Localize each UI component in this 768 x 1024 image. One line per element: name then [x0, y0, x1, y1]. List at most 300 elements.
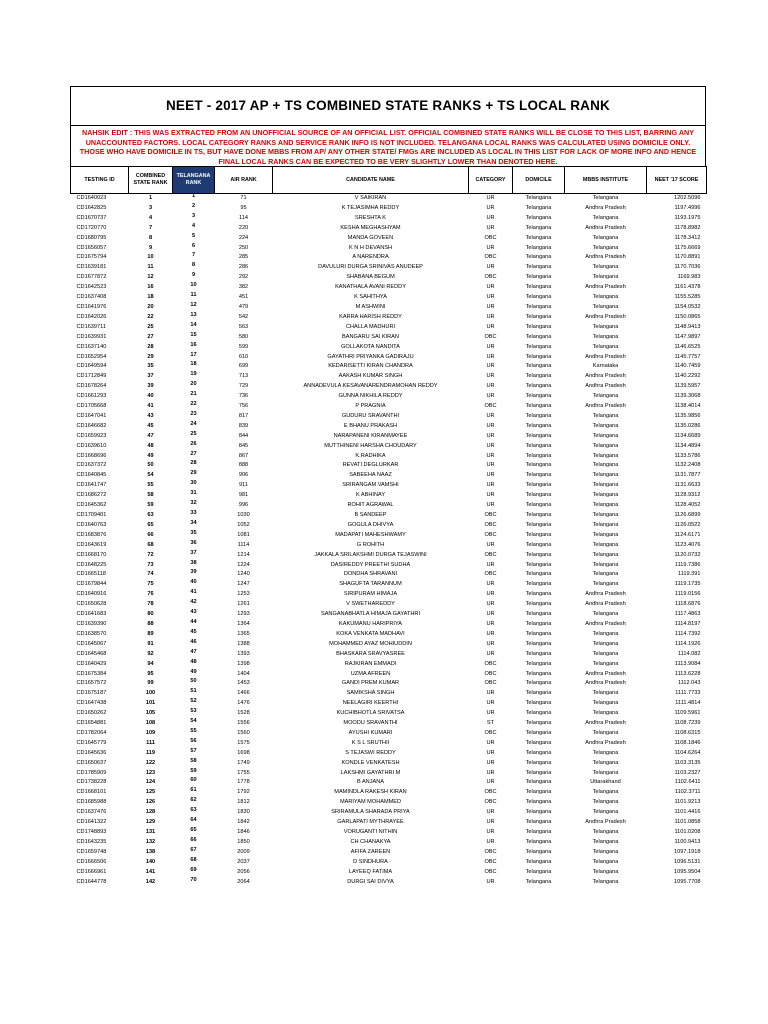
cell-testing-id: CD1652954	[76, 353, 107, 360]
cell-candidate-name: SIRIPURAM HIMAJA	[343, 591, 398, 598]
cell-combined-state-rank: 3	[148, 204, 153, 211]
cell-combined-state-rank: 27	[147, 333, 154, 340]
cell-neet-score: 1112.043	[678, 680, 701, 687]
cell-telangana-rank: 38	[190, 559, 197, 566]
cell-neet-score: 1101.9213	[674, 799, 701, 806]
cell-candidate-name: SANGANABHATLA HIMAJA GAYATHRI	[320, 611, 421, 618]
cell-air-rank: 736	[238, 393, 249, 400]
cell-air-rank: 1052	[237, 521, 250, 528]
cell-category: UR	[486, 829, 495, 835]
cell-telangana-rank: 68	[190, 856, 197, 863]
cell-air-rank: 1365	[237, 630, 250, 637]
cell-domicile: Telangana	[525, 333, 552, 340]
cell-telangana-rank: 45	[190, 628, 197, 635]
cell-telangana-rank: 16	[190, 341, 197, 348]
cell-air-rank: 1830	[237, 809, 250, 816]
cell-candidate-name: GUDURU SRAVANTHI	[341, 412, 400, 419]
cell-testing-id: CD1637140	[76, 343, 107, 350]
table-row	[71, 501, 707, 511]
cell-candidate-name: S TEJASWI REDDY	[345, 749, 396, 756]
table-row	[71, 402, 707, 412]
cell-domicile: Telangana	[525, 640, 552, 647]
cell-air-rank: 1846	[237, 829, 250, 835]
cell-telangana-rank: 44	[190, 618, 197, 625]
cell-telangana-rank: 65	[190, 827, 197, 833]
table-row	[71, 471, 707, 481]
cell-neet-score: 1134.4894	[674, 442, 701, 449]
cell-category: UR	[486, 244, 495, 251]
cell-mbbs-institute: Telangana	[592, 690, 619, 697]
table-row	[71, 263, 707, 273]
cell-domicile: Telangana	[525, 779, 552, 786]
cell-combined-state-rank: 128	[145, 809, 156, 816]
cell-telangana-rank: 1	[191, 193, 196, 199]
cell-domicile: Telangana	[525, 313, 552, 320]
cell-telangana-rank: 67	[190, 846, 197, 853]
cell-neet-score: 1131.7877	[674, 472, 701, 479]
cell-mbbs-institute: Telangana	[592, 412, 619, 419]
table-row	[71, 709, 707, 719]
cell-testing-id: CD1645468	[76, 650, 107, 657]
cell-domicile: Telangana	[525, 561, 552, 568]
cell-telangana-rank: 14	[190, 321, 197, 328]
cell-candidate-name: SRIRANGAM VAMSHI	[342, 482, 399, 489]
cell-combined-state-rank: 125	[145, 789, 156, 796]
cell-mbbs-institute: Telangana	[592, 234, 619, 241]
cell-air-rank: 285	[238, 254, 249, 261]
cell-air-rank: 1476	[237, 700, 250, 707]
cell-candidate-name: MAMINDLA RAKESH KIRAN	[334, 789, 407, 796]
cell-combined-state-rank: 94	[147, 660, 154, 667]
cell-domicile: Telangana	[525, 611, 552, 618]
cell-candidate-name: K TEJASIMHA REDDY	[341, 204, 400, 211]
cell-combined-state-rank: 101	[145, 700, 156, 707]
cell-candidate-name: VORUGANTI NITHIN	[343, 829, 398, 835]
cell-telangana-rank: 34	[190, 519, 197, 526]
column-header-mbbs-institute: MBBS INSTITUTE	[565, 167, 647, 194]
cell-domicile: Telangana	[525, 789, 552, 796]
cell-category: UR	[486, 462, 495, 469]
cell-category: UR	[486, 561, 495, 568]
cell-neet-score: 1155.5285	[674, 294, 701, 301]
cell-mbbs-institute: Telangana	[592, 660, 619, 667]
cell-neet-score: 1139.3068	[674, 393, 701, 400]
cell-neet-score: 1114.8197	[674, 620, 701, 627]
cell-combined-state-rank: 41	[147, 403, 154, 410]
cell-domicile: Telangana	[525, 403, 552, 410]
cell-domicile: Telangana	[525, 482, 552, 489]
cell-air-rank: 1261	[237, 601, 250, 608]
cell-telangana-rank: 61	[190, 787, 197, 794]
cell-combined-state-rank: 63	[147, 512, 154, 518]
cell-air-rank: 844	[238, 432, 249, 439]
cell-domicile: Telangana	[525, 422, 552, 429]
cell-mbbs-institute: Telangana	[592, 848, 619, 855]
cell-candidate-name: B ANJANA	[356, 779, 385, 786]
cell-testing-id: CD1640845	[76, 472, 107, 479]
cell-testing-id: CD1640763	[76, 521, 107, 528]
table-row	[71, 214, 707, 224]
header-row	[71, 167, 707, 194]
cell-candidate-name: K ABHINAY	[355, 492, 386, 499]
cell-combined-state-rank: 4	[148, 214, 153, 221]
cell-telangana-rank: 3	[191, 212, 196, 219]
cell-testing-id: CD1668696	[76, 452, 107, 459]
cell-mbbs-institute: Telangana	[592, 640, 619, 647]
cell-testing-id: CD1675384	[76, 670, 107, 677]
table-row	[71, 333, 707, 343]
cell-combined-state-rank: 50	[147, 462, 154, 469]
cell-mbbs-institute: Telangana	[592, 462, 619, 469]
cell-neet-score: 1139.5957	[674, 383, 701, 390]
table-row	[71, 511, 707, 521]
table-row	[71, 521, 707, 531]
cell-candidate-name: KEDARISETTI KIRAN CHANDRA	[328, 363, 413, 370]
cell-neet-score: 1108.6315	[674, 729, 701, 736]
cell-mbbs-institute: Telangana	[592, 521, 619, 528]
cell-telangana-rank: 25	[190, 430, 197, 437]
cell-category: OBC	[484, 729, 497, 736]
cell-category: OBC	[484, 789, 497, 796]
cell-domicile: Telangana	[525, 244, 552, 251]
cell-combined-state-rank: 35	[147, 363, 154, 370]
cell-mbbs-institute: Telangana	[592, 799, 619, 806]
cell-category: OBC	[484, 868, 497, 875]
cell-combined-state-rank: 78	[147, 601, 154, 608]
table-row	[71, 828, 707, 838]
cell-air-rank: 2037	[237, 858, 250, 865]
cell-testing-id: CD1645779	[76, 739, 107, 746]
cell-candidate-name: KAKUMANU HARIPRIYA	[339, 620, 402, 627]
cell-combined-state-rank: 73	[147, 561, 154, 568]
cell-telangana-rank: 59	[190, 767, 197, 774]
cell-neet-score: 1140.7459	[674, 363, 701, 370]
cell-combined-state-rank: 58	[147, 492, 154, 499]
cell-category: UR	[486, 809, 495, 816]
cell-category: UR	[486, 204, 495, 211]
cell-neet-score: 1119.0156	[674, 591, 701, 598]
cell-neet-score: 1132.2408	[674, 462, 701, 469]
cell-candidate-name: KANATHALA AVANI REDDY	[335, 284, 406, 291]
cell-combined-state-rank: 18	[147, 294, 154, 301]
column-header-category: CATEGORY	[469, 167, 513, 194]
cell-candidate-name: MARIYAM MOHAMMED	[339, 799, 402, 806]
cell-mbbs-institute: Andhra Pradesh	[585, 739, 626, 746]
cell-domicile: Telangana	[525, 264, 552, 271]
cell-neet-score: 1119.391	[678, 571, 701, 578]
cell-mbbs-institute: Telangana	[592, 858, 619, 865]
cell-combined-state-rank: 119	[145, 749, 156, 756]
cell-domicile: Telangana	[525, 581, 552, 588]
cell-air-rank: 2064	[237, 878, 250, 885]
cell-mbbs-institute: Telangana	[592, 323, 619, 330]
cell-candidate-name: SRIRAMULA SHARADA PRIYA	[331, 809, 410, 816]
cell-telangana-rank: 33	[190, 510, 197, 516]
cell-testing-id: CD1650637	[76, 759, 107, 766]
cell-neet-score: 1103.2327	[674, 769, 701, 776]
cell-combined-state-rank: 142	[145, 878, 156, 885]
cell-air-rank: 451	[238, 294, 249, 301]
table-row	[71, 343, 707, 353]
cell-mbbs-institute: Telangana	[592, 432, 619, 439]
cell-telangana-rank: 28	[190, 460, 197, 467]
cell-candidate-name: RAJKIRAN EMMADI	[344, 660, 397, 667]
cell-testing-id: CD1675794	[76, 254, 107, 261]
cell-air-rank: 1850	[237, 838, 250, 845]
cell-testing-id: CD1686272	[76, 492, 107, 499]
cell-domicile: Telangana	[525, 452, 552, 459]
cell-telangana-rank: 57	[190, 747, 197, 754]
cell-combined-state-rank: 40	[147, 393, 154, 400]
cell-testing-id: CD1637476	[76, 809, 107, 816]
cell-candidate-name: LAYEEQ FATIMA	[348, 868, 393, 875]
cell-candidate-name: SHAGUFTA TARANNUM	[339, 581, 402, 588]
cell-mbbs-institute: Telangana	[592, 581, 619, 588]
cell-domicile: Telangana	[525, 601, 552, 608]
cell-mbbs-institute: Telangana	[592, 759, 619, 766]
cell-combined-state-rank: 12	[147, 274, 154, 281]
cell-testing-id: CD1670737	[76, 214, 107, 221]
cell-testing-id: CD1643235	[76, 838, 107, 845]
cell-combined-state-rank: 109	[145, 729, 156, 736]
table-row	[71, 590, 707, 600]
cell-air-rank: 699	[238, 363, 249, 370]
cell-telangana-rank: 70	[190, 876, 197, 883]
cell-telangana-rank: 47	[190, 648, 197, 655]
cell-telangana-rank: 42	[190, 599, 197, 606]
cell-combined-state-rank: 9	[148, 244, 153, 251]
cell-category: UR	[486, 710, 495, 717]
cell-mbbs-institute: Telangana	[592, 809, 619, 816]
cell-category: UR	[486, 383, 495, 390]
cell-mbbs-institute: Telangana	[592, 502, 619, 509]
cell-category: OBC	[484, 333, 497, 340]
cell-domicile: Telangana	[525, 284, 552, 291]
cell-domicile: Telangana	[525, 412, 552, 419]
cell-combined-state-rank: 80	[147, 611, 154, 618]
cell-telangana-rank: 13	[190, 311, 197, 318]
cell-candidate-name: BANGARU SAI KIRAN	[342, 333, 399, 340]
cell-neet-score: 1101.0208	[674, 829, 701, 835]
cell-air-rank: 888	[238, 462, 249, 469]
cell-candidate-name: GOGULA DHIVYA	[347, 521, 394, 528]
cell-candidate-name: E BHANU PRAKASH	[343, 422, 398, 429]
cell-air-rank: 839	[238, 422, 249, 429]
cell-mbbs-institute: Telangana	[592, 343, 619, 350]
cell-domicile: Telangana	[525, 204, 552, 211]
cell-neet-score: 1131.6633	[674, 482, 701, 489]
cell-domicile: Telangana	[525, 749, 552, 756]
cell-combined-state-rank: 141	[145, 868, 156, 875]
cell-candidate-name: M ASHWINI	[355, 303, 386, 310]
cell-category: UR	[486, 373, 495, 380]
table-row	[71, 541, 707, 551]
cell-category: UR	[486, 452, 495, 459]
cell-domicile: Telangana	[525, 759, 552, 766]
table-row	[71, 759, 707, 769]
cell-neet-score: 1119.1735	[674, 581, 701, 588]
cell-category: UR	[486, 611, 495, 618]
cell-neet-score: 1111.4814	[675, 700, 701, 707]
cell-mbbs-institute: Andhra Pradesh	[585, 383, 626, 390]
cell-testing-id: CD1639711	[76, 323, 106, 330]
table-row	[71, 353, 707, 363]
cell-neet-score: 1140.2292	[674, 373, 701, 380]
cell-combined-state-rank: 88	[147, 620, 154, 627]
cell-domicile: Telangana	[525, 323, 552, 330]
table-row	[71, 818, 707, 828]
cell-neet-score: 1113.6228	[674, 670, 701, 677]
cell-neet-score: 1128.9312	[674, 492, 701, 499]
table-row	[71, 788, 707, 798]
cell-testing-id: CD1649594	[76, 363, 107, 370]
cell-domicile: Telangana	[525, 363, 552, 370]
cell-neet-score: 1119.7386	[674, 561, 701, 568]
cell-testing-id: CD1720770	[76, 224, 107, 231]
table-row	[71, 660, 707, 670]
cell-category: UR	[486, 700, 495, 707]
cell-combined-state-rank: 65	[147, 521, 154, 528]
cell-category: UR	[486, 492, 495, 499]
cell-testing-id: CD1668170	[76, 551, 107, 558]
cell-testing-id: CD1656057	[76, 244, 107, 251]
cell-neet-score: 1150.0865	[674, 313, 701, 320]
cell-testing-id: CD1643619	[76, 541, 107, 548]
cell-category: UR	[486, 502, 495, 509]
cell-category: OBC	[484, 551, 497, 558]
cell-testing-id: CD1666961	[76, 868, 107, 875]
cell-air-rank: 729	[238, 383, 249, 390]
table-row	[71, 442, 707, 452]
cell-candidate-name: UZMA AFREEN	[350, 670, 391, 677]
cell-combined-state-rank: 140	[145, 858, 156, 865]
cell-mbbs-institute: Telangana	[592, 551, 619, 558]
editor-note: NAHSIK EDIT : THIS WAS EXTRACTED FROM AN UNOFFICIAL SOURCE OF AN OFFICIAL LIST. OFFICIAL COMBINED STATE RANKS WILL BE CLOSE TO THIS LIST, BARRING ANY UNACCOUNTED FACTORS. LOCAL CATEGORY RANKS AND SERVICE RANK INFO IS NOT INCLUDED. TELANGANA LOCAL RANKS WAS CALCULATED USING DOMICILE ONLY. THOSE WHO HAVE DOMICILE IN TS, BUT HAVE DONE MBBS FROM AP/ ANY OTHER STATE/ FMGs ARE INCLUDED AS LOCAL IN THIS LIST FOR LACK OF MORE INFO AND HENCE FINAL LOCAL RANKS CAN BE EXPECTED TO BE VERY SLIGHTLY LOWER THAN DENOTED HERE.	[70, 126, 706, 166]
cell-testing-id: CD1665118	[76, 571, 106, 578]
cell-combined-state-rank: 28	[147, 343, 154, 350]
cell-mbbs-institute: Telangana	[592, 492, 619, 499]
cell-combined-state-rank: 43	[147, 412, 154, 419]
cell-combined-state-rank: 91	[147, 640, 154, 647]
cell-telangana-rank: 58	[190, 757, 197, 764]
cell-category: UR	[486, 541, 495, 548]
cell-candidate-name: K.RADHIKA	[355, 452, 386, 459]
cell-neet-score: 1178.3412	[674, 234, 701, 241]
cell-telangana-rank: 66	[190, 836, 197, 843]
cell-domicile: Telangana	[525, 274, 552, 281]
cell-mbbs-institute: Telangana	[592, 274, 619, 281]
cell-category: OBC	[484, 680, 497, 687]
table-row	[71, 610, 707, 620]
cell-air-rank: 610	[238, 353, 249, 360]
cell-testing-id: CD1705668	[76, 403, 107, 410]
cell-telangana-rank: 56	[190, 737, 197, 744]
cell-category: UR	[486, 323, 495, 330]
table-row	[71, 481, 707, 491]
cell-telangana-rank: 43	[190, 609, 197, 616]
cell-testing-id: CD1639610	[76, 442, 107, 449]
cell-domicile: Telangana	[525, 462, 552, 469]
cell-telangana-rank: 23	[190, 410, 197, 417]
cell-domicile: Telangana	[525, 492, 552, 499]
cell-candidate-name: A NARENDRA	[352, 254, 389, 261]
cell-testing-id: CD1645636	[76, 749, 107, 756]
cell-neet-score: 1202.5096	[674, 195, 701, 201]
cell-mbbs-institute: Karnataka	[592, 363, 619, 370]
cell-neet-score: 1114.082	[678, 650, 701, 657]
cell-air-rank: 1575	[237, 739, 250, 746]
cell-mbbs-institute: Telangana	[592, 294, 619, 301]
table-row	[71, 699, 707, 709]
cell-neet-score: 1126.6899	[674, 512, 701, 518]
cell-telangana-rank: 11	[190, 292, 197, 299]
cell-mbbs-institute: Telangana	[592, 214, 619, 221]
cell-domicile: Telangana	[525, 819, 552, 826]
cell-combined-state-rank: 74	[147, 571, 154, 578]
cell-air-rank: 713	[238, 373, 249, 380]
cell-candidate-name: SHABANA BEGUM	[346, 274, 395, 281]
table-row	[71, 778, 707, 788]
cell-telangana-rank: 39	[190, 569, 197, 576]
cell-air-rank: 911	[239, 482, 248, 489]
cell-category: UR	[486, 819, 495, 826]
cell-candidate-name: K N H DEVANSH	[348, 244, 393, 251]
cell-domicile: Telangana	[525, 720, 552, 727]
cell-mbbs-institute: Andhra Pradesh	[585, 284, 626, 291]
cell-telangana-rank: 17	[190, 351, 197, 358]
cell-air-rank: 1114	[237, 541, 250, 548]
cell-domicile: Telangana	[525, 214, 552, 221]
cell-mbbs-institute: Telangana	[592, 512, 619, 518]
cell-category: UR	[486, 195, 495, 201]
table-row	[71, 531, 707, 541]
cell-telangana-rank: 49	[190, 668, 197, 675]
cell-mbbs-institute: Uttarakhand	[590, 779, 621, 786]
cell-combined-state-rank: 20	[147, 303, 154, 310]
cell-mbbs-institute: Andhra Pradesh	[585, 254, 626, 261]
cell-telangana-rank: 48	[190, 658, 197, 665]
cell-neet-score: 1101.0858	[674, 819, 701, 826]
column-header-candidate-name: CANDIDATE NAME	[273, 167, 469, 194]
cell-candidate-name: DAVULURI DURGA SRINIVAS ANUDEEP	[318, 264, 423, 271]
cell-testing-id: CD1657572	[76, 680, 107, 687]
cell-mbbs-institute: Telangana	[592, 333, 619, 340]
table-row	[71, 749, 707, 759]
cell-mbbs-institute: Telangana	[592, 838, 619, 845]
cell-neet-score: 1193.1975	[674, 214, 701, 221]
cell-air-rank: 1755	[237, 769, 250, 776]
cell-mbbs-institute: Telangana	[592, 393, 619, 400]
cell-category: OBC	[484, 403, 497, 410]
cell-telangana-rank: 63	[190, 807, 197, 814]
cell-category: UR	[486, 363, 495, 370]
cell-air-rank: 996	[238, 502, 249, 509]
cell-candidate-name: K S L SRUTHII	[351, 739, 390, 746]
cell-testing-id: CD1678264	[76, 383, 107, 390]
cell-testing-id: CD1659923	[76, 432, 107, 439]
cell-neet-score: 1104.6264	[674, 749, 701, 756]
cell-combined-state-rank: 75	[147, 581, 154, 588]
cell-air-rank: 1293	[237, 611, 250, 618]
cell-domicile: Telangana	[525, 521, 552, 528]
cell-category: OBC	[484, 848, 497, 855]
cell-testing-id: CD1677872	[76, 274, 107, 281]
cell-telangana-rank: 8	[191, 262, 196, 269]
cell-neet-score: 1100.9413	[674, 838, 701, 845]
cell-category: UR	[486, 630, 495, 637]
table-row	[71, 679, 707, 689]
cell-category: UR	[486, 739, 495, 746]
